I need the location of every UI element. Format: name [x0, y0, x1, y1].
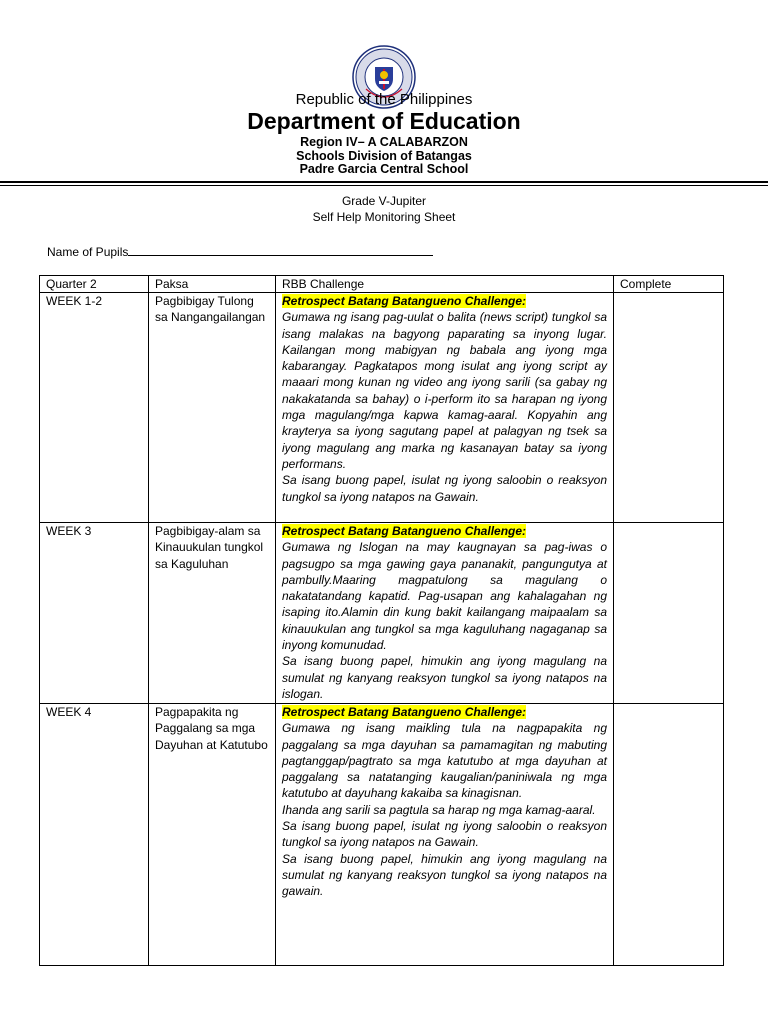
table-row	[40, 523, 724, 704]
pupil-name-blank[interactable]	[128, 243, 433, 256]
challenge-paragraph: Sa isang buong papel, himukin ang iyong magulang na sumulat ng kanyang reaksyon tungkol sa iyong natapos na gawain.	[282, 851, 607, 899]
challenge-paragraph: Sa isang buong papel, isulat ng iyong saloobin o reaksyon tungkol sa iyong natapos na Gawain.	[282, 819, 607, 850]
topic-cell: Pagbibigay-alam sa Kinauukulan tungkol sa Kaguluhan	[149, 523, 276, 704]
challenge-title: Retrospect Batang Batangueno Challenge:	[282, 524, 527, 538]
challenge-title: Retrospect Batang Batangueno Challenge:	[282, 294, 527, 308]
complete-cell[interactable]	[614, 293, 724, 523]
header-divider-thin	[0, 185, 768, 186]
table-row	[40, 704, 724, 966]
department-heading: Department of Education	[247, 108, 521, 134]
region-heading: Region IV– A CALABARZON	[300, 135, 468, 149]
topic-cell: Pagpapakita ng Paggalang sa mga Dayuhan at Katutubo	[149, 704, 276, 966]
challenge-cell	[276, 704, 614, 966]
column-header-paksa: Paksa	[149, 276, 276, 293]
week-cell: WEEK 4	[40, 704, 149, 966]
column-header-challenge: RBB Challenge	[276, 276, 614, 293]
challenge-cell	[276, 523, 614, 704]
week-cell: WEEK 1-2	[40, 293, 149, 523]
challenge-paragraph: Gumawa ng isang maikling tula na nagpapakita ng paggalang sa mga dayuhan sa pamamagitan ng mabuting pagtanggap/pagtrato sa mga katutubo at mga dayuhan at paggalang sa natatanging kaugalian/paniniwala ng mga katutubo at dayuhang kakaiba sa kinagisnan.	[282, 721, 607, 801]
week-cell: WEEK 3	[40, 523, 149, 704]
grade-label: Grade V-Jupiter	[341, 194, 427, 208]
table-row	[40, 293, 724, 523]
column-header-complete: Complete	[614, 276, 724, 293]
table-header-row	[40, 276, 724, 293]
header-divider	[0, 181, 768, 183]
document-title: Self Help Monitoring Sheet	[312, 210, 456, 224]
pupil-name-label: Name of Pupils	[47, 245, 129, 259]
school-heading: Padre Garcia Central School	[299, 162, 469, 176]
challenge-paragraph: Sa isang buong papel, isulat ng iyong saloobin o reaksyon tungkol sa iyong natapos na Gawain.	[282, 473, 607, 504]
challenge-paragraph: Ihanda ang sarili sa pagtula sa harap ng mga kamag-aaral.	[282, 802, 596, 817]
topic-cell: Pagbibigay Tulong sa Nangangailangan	[149, 293, 276, 523]
complete-cell[interactable]	[614, 704, 724, 966]
challenge-paragraph: Gumawa ng isang pag-uulat o balita (news script) tungkol sa isang malakas na bagyong paparating sa inyong lugar. Kailangan mong mabigyan ng babala ang iyong mga kabarangay. Pagkatapos mong isulat ang iyong script ay maaari mong kunan ng video ang iyong sarili (sa gabay ng nakakatanda sa bahay) o i-perform ito sa harapan ng iyong mga magulang/mga kapwa kamag-aaral. Kopyahin ang krayterya sa iyong sagutang papel at palagyan ng tsek sa iyong magulang ang marka ng kasanayan batay sa iyong performans.	[282, 310, 607, 471]
challenge-paragraph: Sa isang buong papel, himukin ang iyong magulang na sumulat ng kanyang reaksyon tungkol sa iyong natapos na islogan.	[282, 654, 607, 701]
monitoring-table	[39, 275, 724, 966]
division-heading: Schools Division of Batangas	[296, 149, 472, 163]
complete-cell[interactable]	[614, 523, 724, 704]
column-header-quarter: Quarter 2	[40, 276, 149, 293]
challenge-title: Retrospect Batang Batangueno Challenge:	[282, 705, 527, 719]
challenge-cell	[276, 293, 614, 523]
pupil-name-field[interactable]	[47, 243, 433, 259]
republic-heading: Republic of the Philippines	[295, 91, 473, 108]
challenge-paragraph: Gumawa ng Islogan na may kaugnayan sa pag-iwas o pagsugpo sa mga gawing gaya pananakit, pangungutya at pambully.Maaring magpatulong sa magulang o nakatatandang kapatid. Pag-usapan ang kahalagahan ng isaping ito.Alamin din kung bakit kailangang maipaalam sa kinauukulan ang tungkol sa mga kaguluhang nagaganap sa inyong komunudad.	[282, 540, 607, 653]
